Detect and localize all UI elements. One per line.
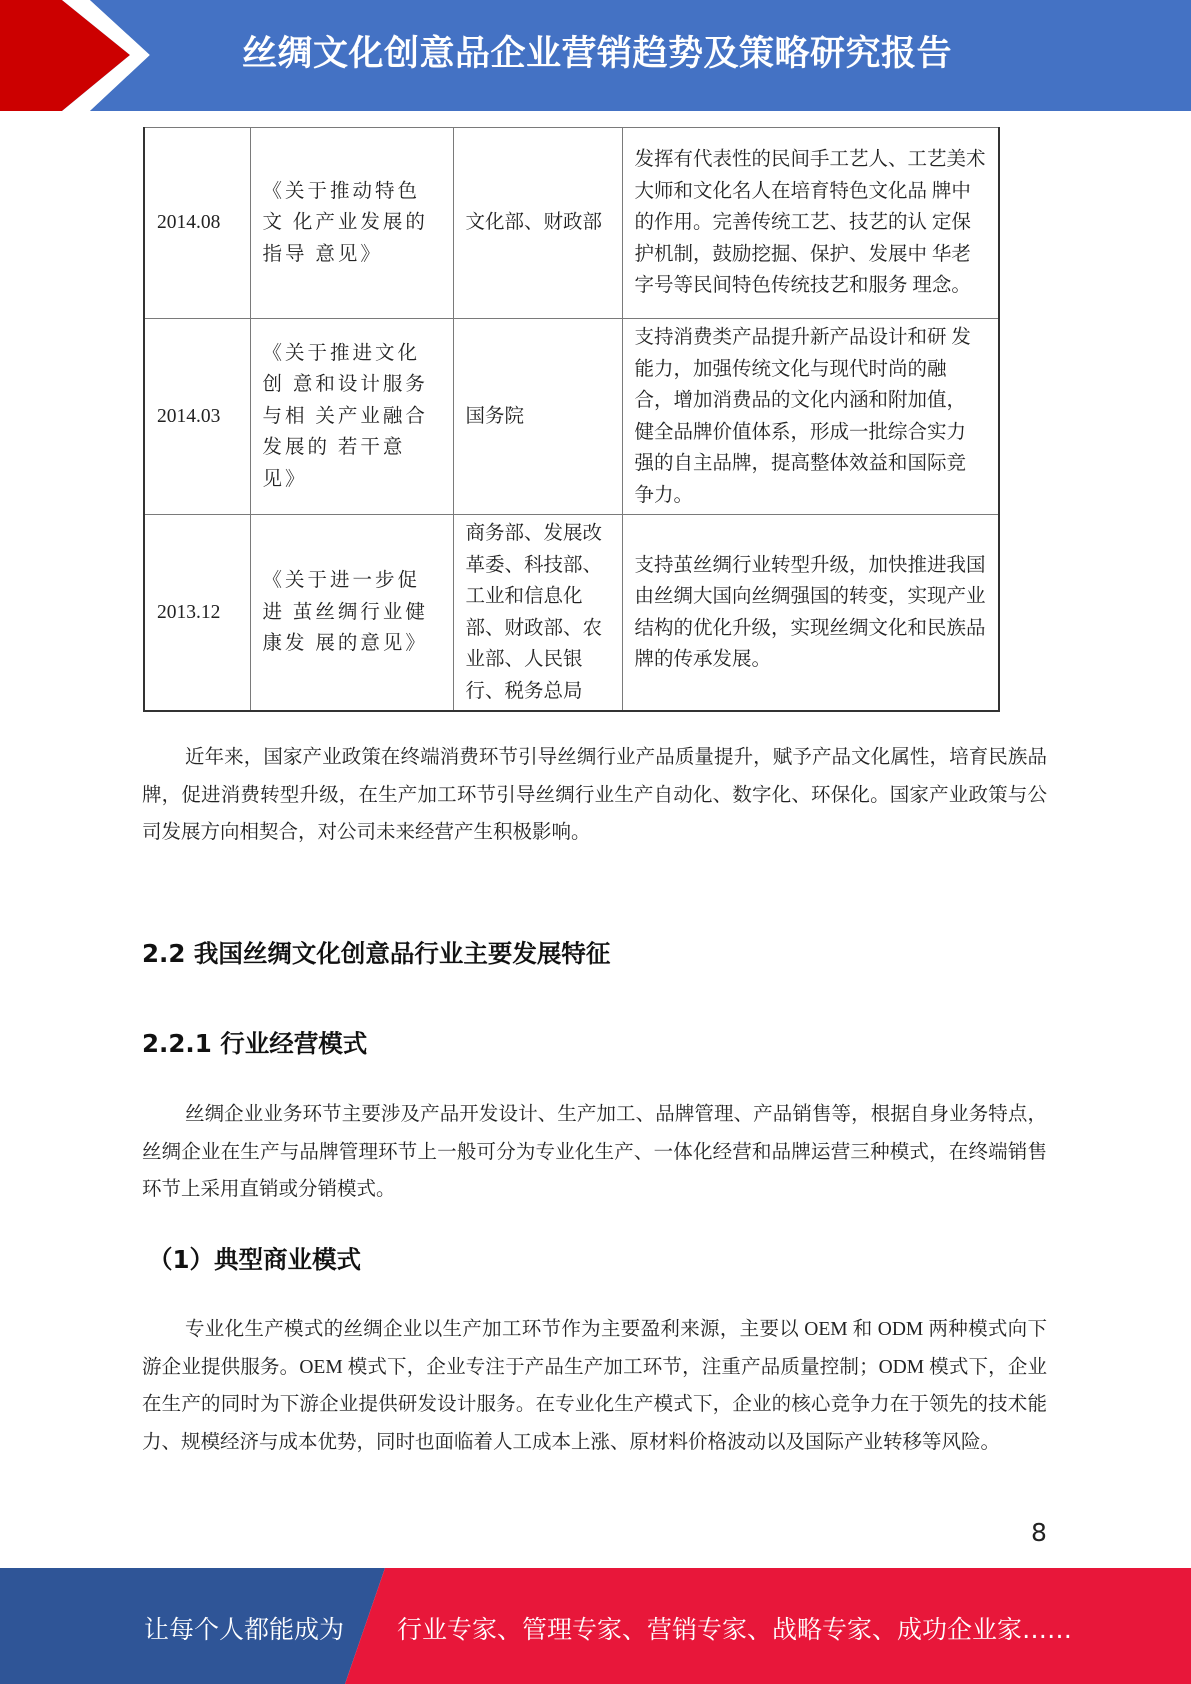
subheading-typical-model: （1）典型商业模式 — [148, 1245, 362, 1274]
footer-slogan-right: 行业专家、管理专家、营销专家、战略专家、成功企业家…… — [397, 1615, 1073, 1644]
policy-date: 2014.08 — [144, 128, 250, 319]
paragraph-specialized-production: 专业化生产模式的丝绸企业以生产加工环节作为主要盈利来源，主要以 OEM 和 ODM 两种模式向下游企业提供服务。OEM 模式下，企业专注于产品生产加工环节，注重产品质量控制；ODM 模式下，企业在生产的同时为下游企业提供研发设计服务。在专业化生产模式下，企业的核心竞争力在于领先的技术能力、规模经济与成本优势，同时也面临着人工成本上涨、原材料价格波动以及国际产业转移等风险。 — [142, 1319, 1047, 1453]
table-row — [144, 319, 999, 515]
policy-department: 商务部、发展改革委、科技部、工业和信息化部、财政部、农业部、人民银行、税务总局 — [453, 515, 622, 712]
section-heading-2-2-1: 2.2.1 行业经营模式 — [142, 1029, 368, 1058]
policy-date: 2014.03 — [144, 319, 250, 515]
paragraph-business-model: 丝绸企业业务环节主要涉及产品开发设计、生产加工、品牌管理、产品销售等，根据自身业务特点，丝绸企业在生产与品牌管理环节上一般可分为专业化生产、一体化经营和品牌运营三种模式，在终端销售环节上采用直销或分销模式。 — [142, 1104, 1047, 1200]
policy-content: 支持消费类产品提升新产品设计和研 发能力，加强传统文化与现代时尚的融 合，增加消费品的文化内涵和附加值， 健全品牌价值体系，形成一批综合实力 强的自主品牌，提高整体效益和国际竞 争力。 — [622, 319, 999, 515]
policy-department: 文化部、财政部 — [453, 128, 622, 319]
table-row — [144, 515, 999, 712]
policy-document: 《关于进一步促进 茧丝绸行业健康发 展的意见》 — [250, 515, 453, 712]
footer-slogan-left: 让每个人都能成为 — [144, 1615, 345, 1644]
policy-department: 国务院 — [453, 319, 622, 515]
table-row — [144, 128, 999, 319]
page-footer — [0, 1568, 1191, 1684]
policy-content: 发挥有代表性的民间手工艺人、工艺美术大师和文化名人在培育特色文化品 牌中的作用。完善传统工艺、技艺的认 定保护机制，鼓励挖掘、保护、发展中 华老字号等民间特色传统技艺和服务 理念。 — [622, 128, 999, 319]
policy-table — [143, 127, 1000, 712]
section-heading-2-2: 2.2 我国丝绸文化创意品行业主要发展特征 — [142, 939, 611, 968]
policy-document: 《关于推动特色文 化产业发展的指导 意见》 — [250, 128, 453, 319]
paragraph-policy-summary: 近年来，国家产业政策在终端消费环节引导丝绸行业产品质量提升，赋予产品文化属性，培育民族品牌，促进消费转型升级，在生产加工环节引导丝绸行业生产自动化、数字化、环保化。国家产业政策与公司发展方向相契合，对公司未来经营产生积极影响。 — [142, 747, 1047, 843]
policy-date: 2013.12 — [144, 515, 250, 712]
policy-document: 《关于推进文化创 意和设计服务与相 关产业融合发展的 若干意见》 — [250, 319, 453, 515]
page-number: 8 — [1031, 1518, 1047, 1547]
policy-content: 支持茧丝绸行业转型升级，加快推进我国由丝绸大国向丝绸强国的转变，实现产业结构的优化升级，实现丝绸文化和民族品牌的传承发展。 — [622, 515, 999, 712]
report-title: 丝绸文化创意品企业营销趋势及策略研究报告 — [242, 34, 953, 74]
page-header — [0, 0, 1191, 111]
